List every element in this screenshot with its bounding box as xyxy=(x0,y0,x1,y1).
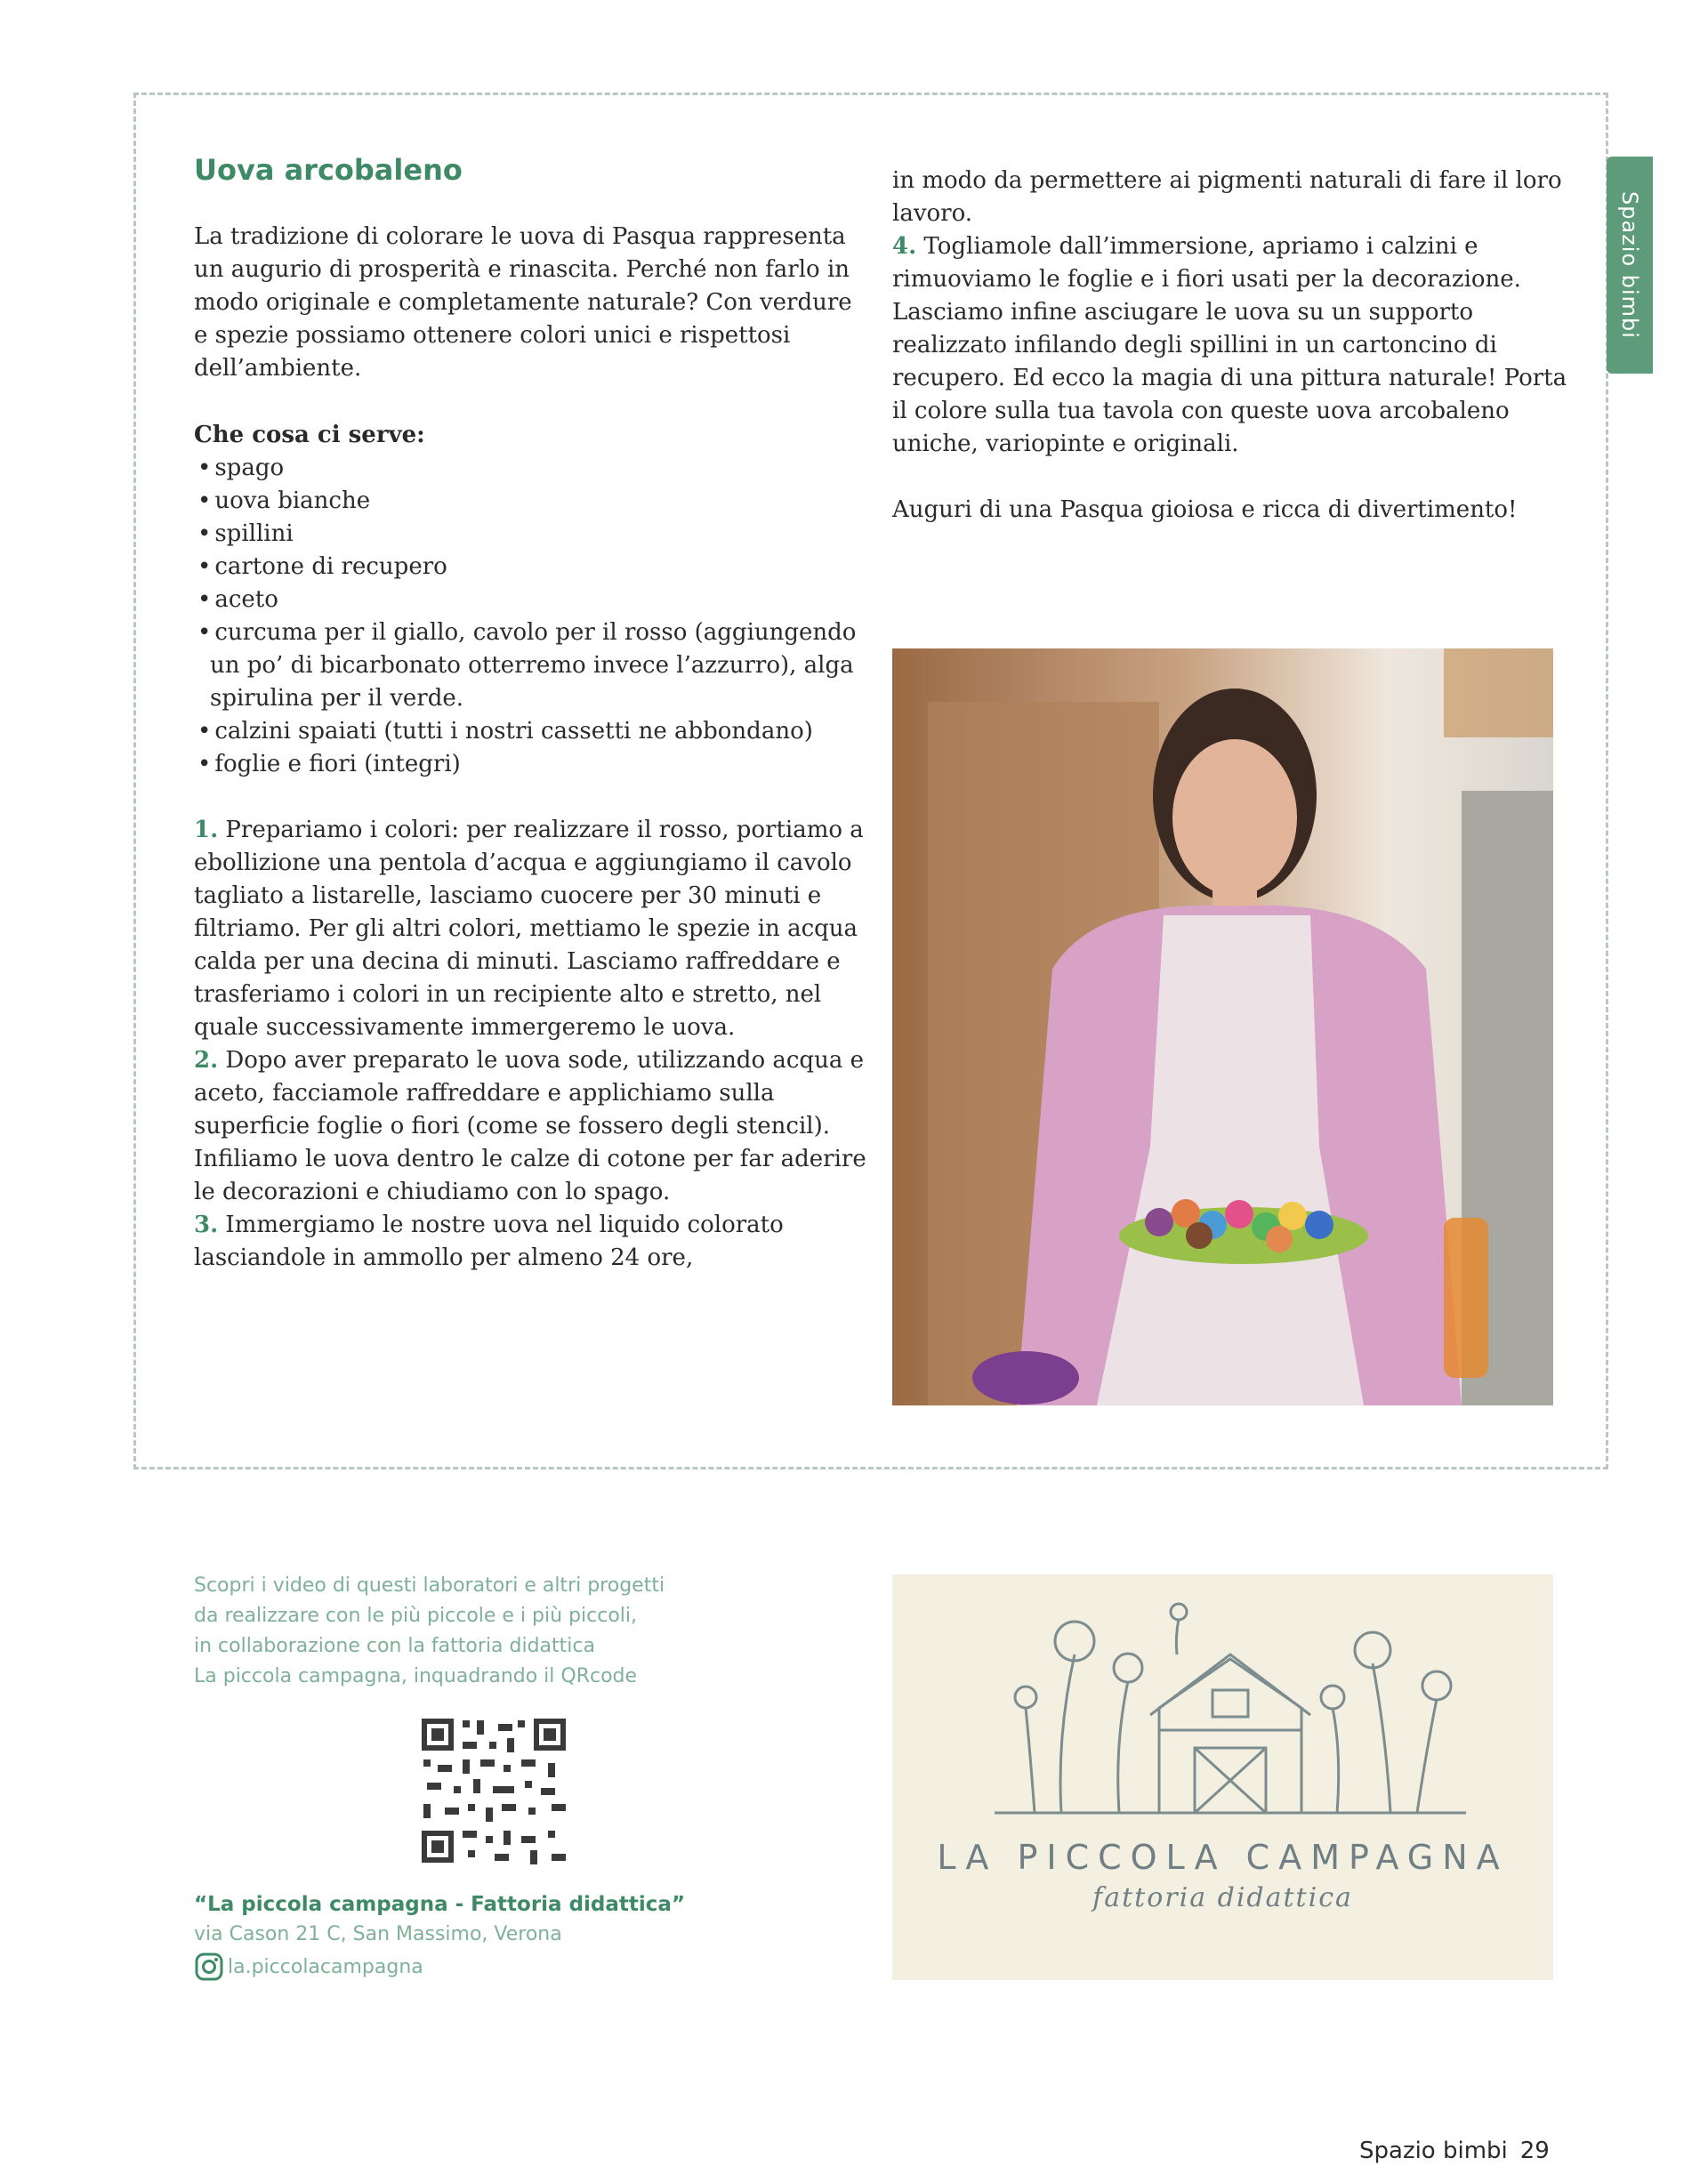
section-tab-label: Spazio bimbi xyxy=(1617,191,1642,339)
woman-with-eggs-photo xyxy=(892,648,1553,1405)
list-item: • cartone di recupero xyxy=(194,551,870,584)
step-text: Immergiamo le nostre uova nel liquido colorato lasciandole in ammollo per almeno 24 ore, xyxy=(194,1212,784,1271)
list-item: • foglie e fiori (integri) xyxy=(194,748,870,781)
easter-greeting: Auguri di una Pasqua gioiosa e ricca di divertimento! xyxy=(892,496,1518,523)
page-footer xyxy=(1359,2138,1550,2164)
step-3 xyxy=(194,1209,870,1275)
instagram-link[interactable] xyxy=(194,1952,423,1982)
step-number: 1. xyxy=(194,817,219,843)
promo-line: Scopri i video di questi laboratori e altri progetti xyxy=(194,1574,665,1597)
needs-heading: Che cosa ci serve: xyxy=(194,422,425,448)
list-item: • spago xyxy=(194,452,870,485)
logo-title: LA PICCOLA CAMPAGNA xyxy=(937,1838,1509,1877)
instagram-handle: la.piccolacampagna xyxy=(228,1955,423,1978)
promo-text xyxy=(194,1571,745,1692)
step-4 xyxy=(892,230,1568,461)
farm-logo xyxy=(892,1574,1553,1980)
barn-flowers-illustration xyxy=(892,1574,1553,1832)
step-text: Togliamole dall’immersione, apriamo i calzini e rimuoviamo le foglie e i fiori usati per la decorazione. Lasciamo infine asciugare le uova su un supporto realizzato infilando degli spillini in un cartoncino di recupero. Ed ecco la magia di una pittura naturale! Porta il colore sulla tua tavola con queste uova arcobaleno uniche, variopinte e originali. xyxy=(892,233,1567,457)
photo-illustration xyxy=(892,648,1553,1405)
step-3-continued: in modo da permettere ai pigmenti naturali di fare il loro lavoro. xyxy=(892,167,1562,227)
footer-section: Spazio bimbi xyxy=(1359,2138,1508,2164)
list-item: • spillini xyxy=(194,518,870,551)
article-title: Uova arcobaleno xyxy=(194,153,463,187)
promo-line: La piccola campagna, inquadrando il QRcode xyxy=(194,1665,638,1687)
list-item: • aceto xyxy=(194,584,870,616)
article-intro: La tradizione di colorare le uova di Pasqua rappresenta un augurio di prosperità e rinascita. Perché non farlo in modo originale e completamente naturale? Con verdure e spezie possiamo ottenere colori unici e rispettosi dell’ambiente. xyxy=(194,223,852,382)
promo-line: in collaborazione con la fattoria didattica xyxy=(194,1635,595,1657)
list-item: • uova bianche xyxy=(194,485,870,518)
article-left-column xyxy=(194,153,870,1275)
farm-address: via Cason 21 C, San Massimo, Verona xyxy=(194,1923,562,1945)
step-number: 4. xyxy=(892,233,917,260)
section-tab[interactable] xyxy=(1607,157,1653,374)
promo-line: da realizzare con le più piccole e i più piccoli, xyxy=(194,1605,638,1627)
list-item: • calzini spaiati (tutti i nostri cassetti ne abbondano) xyxy=(194,715,870,748)
step-1 xyxy=(194,814,870,1044)
step-number: 2. xyxy=(194,1047,219,1074)
step-text: Dopo aver preparato le uova sode, utilizzando acqua e aceto, facciamole raffreddare e applichiamo sulla superficie foglie o fiori (come se fossero degli stencil). Infiliamo le uova dentro le calze di cotone per far aderire le decorazioni e chiudiamo con lo spago. xyxy=(194,1047,866,1205)
list-item: • curcuma per il giallo, cavolo per il rosso (aggiungendo un po’ di bicarbonato otterremo invece l’azzurro), alga spirulina per il verde. xyxy=(194,616,870,715)
qr-code[interactable] xyxy=(418,1715,569,1866)
instagram-icon xyxy=(194,1952,224,1982)
farm-name: “La piccola campagna - Fattoria didattica” xyxy=(194,1893,686,1916)
logo-subtitle: fattoria didattica xyxy=(1092,1882,1353,1913)
needs-list xyxy=(194,452,870,781)
article-right-column xyxy=(892,165,1568,527)
step-2 xyxy=(194,1044,870,1209)
step-number: 3. xyxy=(194,1212,219,1238)
page-number: 29 xyxy=(1519,2138,1550,2164)
step-text: Prepariamo i colori: per realizzare il rosso, portiamo a ebollizione una pentola d’acqua e aggiungiamo il cavolo tagliato a listarelle, lasciamo cuocere per 30 minuti e filtriamo. Per gli altri colori, mettiamo le spezie in acqua calda per una decina di minuti. Lasciamo raffreddare e trasferiamo i colori in un recipiente alto e stretto, nel quale successivamente immergeremo le uova. xyxy=(194,817,864,1041)
